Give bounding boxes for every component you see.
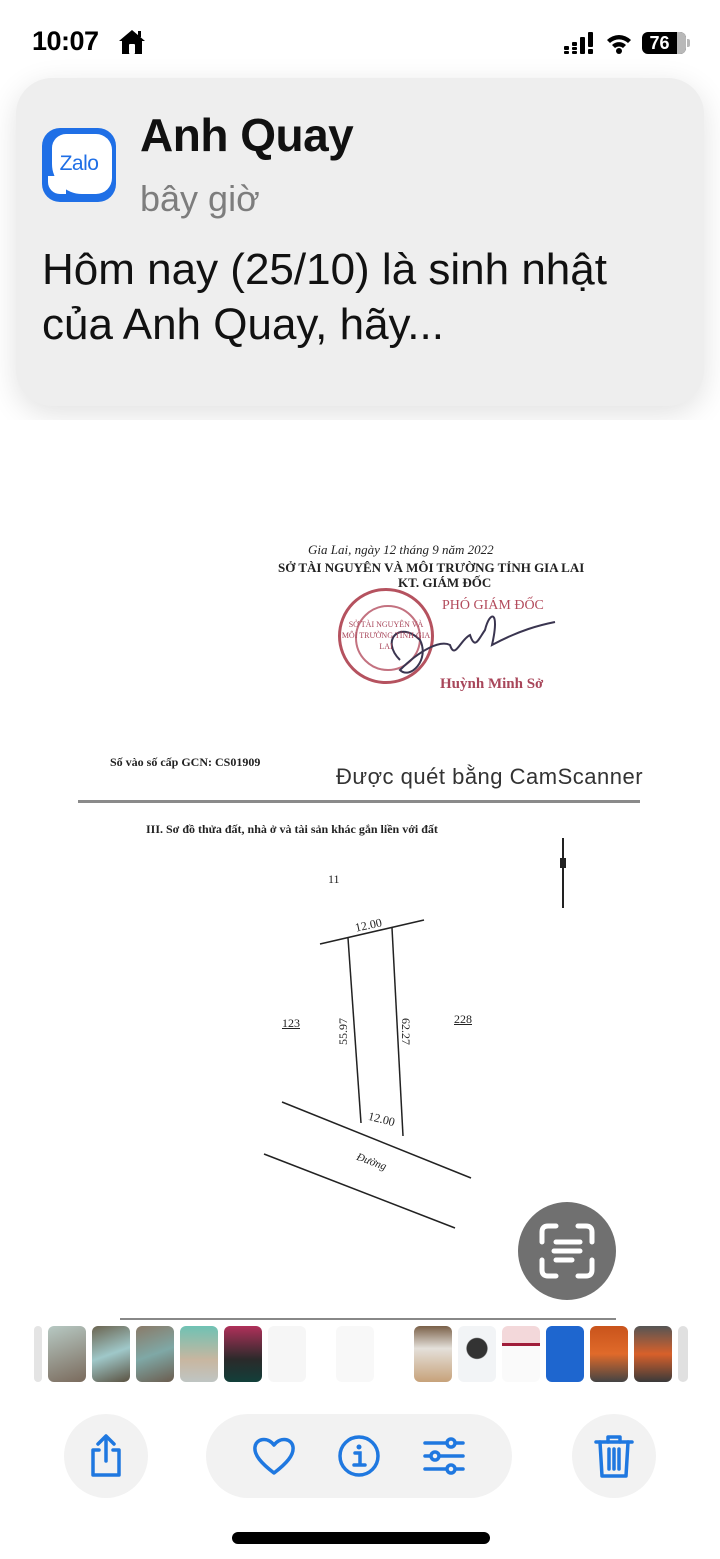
battery-indicator [642,32,686,54]
battery-percent: 76 [649,33,670,53]
section-title: III. Sơ đồ thửa đất, nhà ở và tài sản khác gắn liền với đất [146,822,438,836]
adjust-sliders-icon [421,1433,467,1479]
delete-button[interactable] [572,1414,656,1498]
north-neighbor-label: 11 [328,872,340,886]
home-indicator[interactable] [232,1532,490,1544]
photo-toolbar [0,1414,720,1504]
thumbnail[interactable] [268,1326,306,1382]
document-date: Gia Lai, ngày 12 tháng 9 năm 2022 [308,542,494,557]
gcn-number: Số vào số cấp GCN: CS01909 [110,755,261,769]
photo-actions-group [206,1414,512,1498]
thumbnail[interactable] [92,1326,130,1382]
thumbnail-strip-underlay [120,1318,616,1320]
notification-title: Anh Quay [140,109,354,161]
heart-icon [251,1433,297,1479]
live-text-scan-icon [518,1202,616,1300]
status-bar [0,0,720,80]
trash-icon [591,1433,637,1479]
zalo-app-icon [42,128,116,202]
thumbnail[interactable] [502,1326,540,1382]
thumbnail[interactable] [48,1326,86,1382]
land-plot-diagram [0,420,720,1320]
adjust-button[interactable] [421,1433,467,1479]
info-icon [336,1433,382,1479]
bottom-edge-length: 12.00 [366,1108,397,1130]
thumbnail[interactable] [634,1326,672,1382]
thumbnail[interactable] [224,1326,262,1382]
signer-name: Huỳnh Minh Sở [440,676,544,692]
thumbnail-strip[interactable] [0,1318,720,1390]
status-indicators [564,30,690,56]
home-icon [117,28,147,56]
info-button[interactable] [336,1433,382,1479]
scanner-watermark: Được quét bằng CamScanner [336,764,644,789]
thumbnail[interactable] [180,1326,218,1382]
status-time: 10:07 [32,26,99,56]
thumbnail[interactable] [136,1326,174,1382]
photo-viewer-image[interactable] [0,420,720,1320]
document-department: SỞ TÀI NGUYÊN VÀ MÔI TRƯỜNG TỈNH GIA LAI [278,560,585,575]
share-icon [83,1433,129,1479]
right-edge-length: 62.27 [399,1018,413,1045]
notification-time: bây giờ [140,178,260,219]
wifi-icon [606,32,632,54]
thumbnail-partial[interactable] [34,1326,42,1382]
thumbnail[interactable] [414,1326,452,1382]
road-label: Đường [354,1151,388,1173]
app-icon-label: Zalo [59,152,99,175]
notification-banner[interactable] [16,78,704,406]
document-vice-director: PHÓ GIÁM ĐỐC [442,598,544,613]
battery-tip [687,39,690,47]
favorite-button[interactable] [251,1433,297,1479]
stamp-text: SỞ TÀI NGUYÊN VÀ MÔI TRƯỜNG TỈNH GIA LAI [341,620,431,651]
thumbnail-partial[interactable] [678,1326,688,1382]
thumbnail[interactable] [546,1326,584,1382]
share-button[interactable] [64,1414,148,1498]
left-edge-length: 55.97 [336,1018,350,1045]
thumbnail[interactable] [458,1326,496,1382]
live-text-button[interactable] [518,1202,616,1300]
top-edge-length: 12.00 [353,915,384,935]
document-director-line: KT. GIÁM ĐỐC [398,575,492,590]
east-neighbor-label: 228 [454,1012,472,1026]
notification-body: Hôm nay (25/10) là sinh nhật của Anh Quay, hãy... [42,245,607,349]
cellular-signal-icon [564,32,596,54]
thumbnail[interactable] [590,1326,628,1382]
west-neighbor-label: 123 [282,1016,300,1030]
thumbnail[interactable] [336,1326,374,1382]
